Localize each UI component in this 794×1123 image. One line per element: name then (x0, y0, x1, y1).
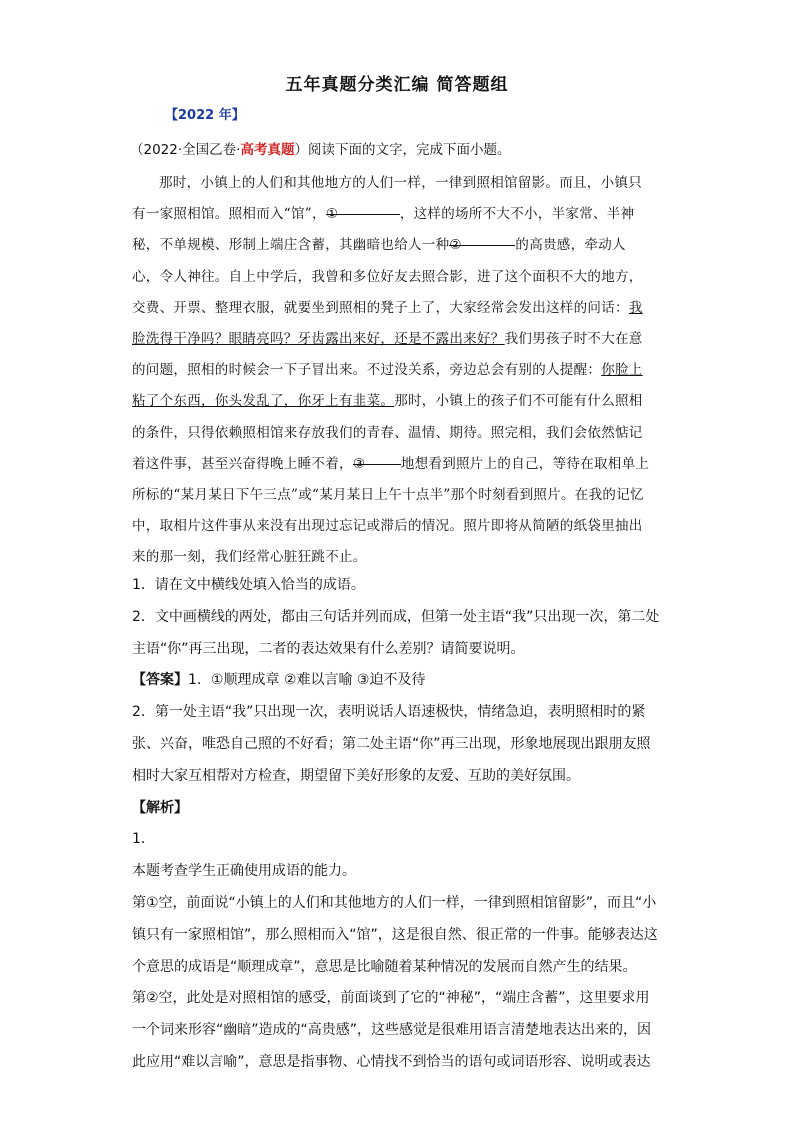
analysis-label: 【解析】 (132, 799, 188, 816)
answer-line: 相时大家互相帮对方检查，期望留下美好形象的友爱、互助的美好氛围。 (132, 767, 580, 784)
passage-line: 的问题，照相的时候会一下子冒出来。不过没关系，旁边总会有别的人提醒：你脸上 (132, 362, 643, 379)
analysis-number: 1． (132, 831, 155, 848)
source-prefix: （2022·全国乙卷· (130, 142, 241, 158)
source-highlight: 高考真题 (240, 142, 295, 158)
passage-line: 秘，不单规模、形制上端庄含蓄，其幽暗也给人一种② 的高贵感，牵动人 (132, 230, 662, 261)
passage-line: 中，取相片这件事从来没有出现过忘记或滞后的情况。照片即将从简陋的纸袋里抽出 (132, 518, 643, 535)
underlined-text: 脸洗得干净吗？眼睛亮吗？牙齿露出来好，还是不露出来好？ (132, 330, 505, 347)
question-2-line: 2．文中画横线的两处，都由三句话并列而成，但第一处主语“我”只出现一次，第二处 (132, 608, 660, 625)
passage-line: 所标的“某月某日下午三点”或“某月某日上午十点半”那个时刻看到照片。在我的记忆 (132, 486, 644, 503)
answer-line: 张、兴奋，唯恐自己照的不好看；第二处主语“你”再三出现，形象地展现出跟朋友照 (132, 735, 651, 752)
passage-line: 的条件，只得依赖照相馆来存放我们的青春、温情、期待。照完相，我们会依然惦记 (132, 424, 643, 441)
page-title: 五年真题分类汇编 简答题组 (285, 75, 509, 95)
underlined-text: 粘了个东西，你头发乱了，你牙上有韭菜。 (132, 393, 395, 410)
source-suffix: ）阅读下面的文字，完成下面小题。 (294, 142, 511, 158)
underlined-text: 你脸上 (601, 362, 643, 379)
question-1: 1．请在文中横线处填入恰当的成语。 (132, 577, 365, 593)
passage-line: 心，令人神往。自上中学后，我曾和多位好友去照合影，进了这个面积不大的地方， (132, 268, 643, 285)
analysis-line: 第②空，此处是对照相馆的感受，前面谈到了它的“神秘”，“端庄含蓄”，这里要求用 (132, 990, 650, 1007)
passage-line: 有一家照相馆。照相而入“馆”，① ，这样的场所不大不小，半家常、半神 (132, 199, 662, 230)
analysis-line: 个意思的成语是“顺理成章”，意思是比喻随着某种情况的发展而自然产生的结果。 (132, 958, 637, 975)
passage-line: 着这件事，甚至兴奋得晚上睡不着，③ 地想看到照片上的自己，等待在取相单上 (132, 449, 662, 480)
passage-line: 粘了个东西，你头发乱了，你牙上有韭菜。那时，小镇上的孩子们不可能有什么照相 (132, 393, 643, 410)
passage-line: 那时，小镇上的人们和其他地方的人们一样，一律到照相馆留影。而且，小镇只 (159, 175, 642, 191)
answer-label: 【答案】 (132, 672, 188, 689)
answer-line: 【答案】1．①顺理成章 ②难以言喻 ③迫不及待 (132, 672, 426, 689)
analysis-line: 一个词来形容“幽暗”造成的“高贵感”，这些感觉是很难用语言清楚地表达出来的，因 (132, 1022, 652, 1039)
questions-and-answers (132, 570, 662, 1079)
fill-blank-2: ② (449, 230, 515, 246)
passage-line: 脸洗得干净吗？眼睛亮吗？牙齿露出来好，还是不露出来好？我们男孩子时不大在意 (132, 330, 643, 347)
analysis-line: 此应用“难以言喻”，意思是指事物、心情找不到恰当的语句或词语形容、说明或表达 (132, 1053, 651, 1070)
underlined-text: 我 (628, 299, 643, 316)
question-2-line: 主语“你”再三出现，二者的表达效果有什么差别？请简要说明。 (132, 640, 525, 657)
fill-blank-3: ③ (353, 449, 401, 465)
reading-passage (132, 168, 662, 573)
fill-blank-1: ① (326, 199, 400, 215)
question-source (130, 138, 510, 158)
passage-line: 交费、开票、整理衣服，就要坐到照相的凳子上了，大家经常会发出这样的问话：我 (132, 299, 643, 316)
analysis-line: 本题考查学生正确使用成语的能力。 (132, 863, 356, 880)
analysis-line: 第①空，前面说“小镇上的人们和其他地方的人们一样，一律到照相馆留影”，而且“小 (132, 894, 657, 911)
answer-line: 2．第一处主语“我”只出现一次，表明说话人语速极快，情绪急迫，表明照相时的紧 (132, 704, 646, 721)
year-heading: 【2022 年】 (165, 108, 245, 123)
analysis-line: 镇只有一家照相馆”，那么照相而入“馆”，这是很自然、很正常的一件事。能够表达这 (132, 926, 658, 943)
passage-line: 来的那一刻，我们经常心脏狂跳不止。 (132, 549, 367, 566)
